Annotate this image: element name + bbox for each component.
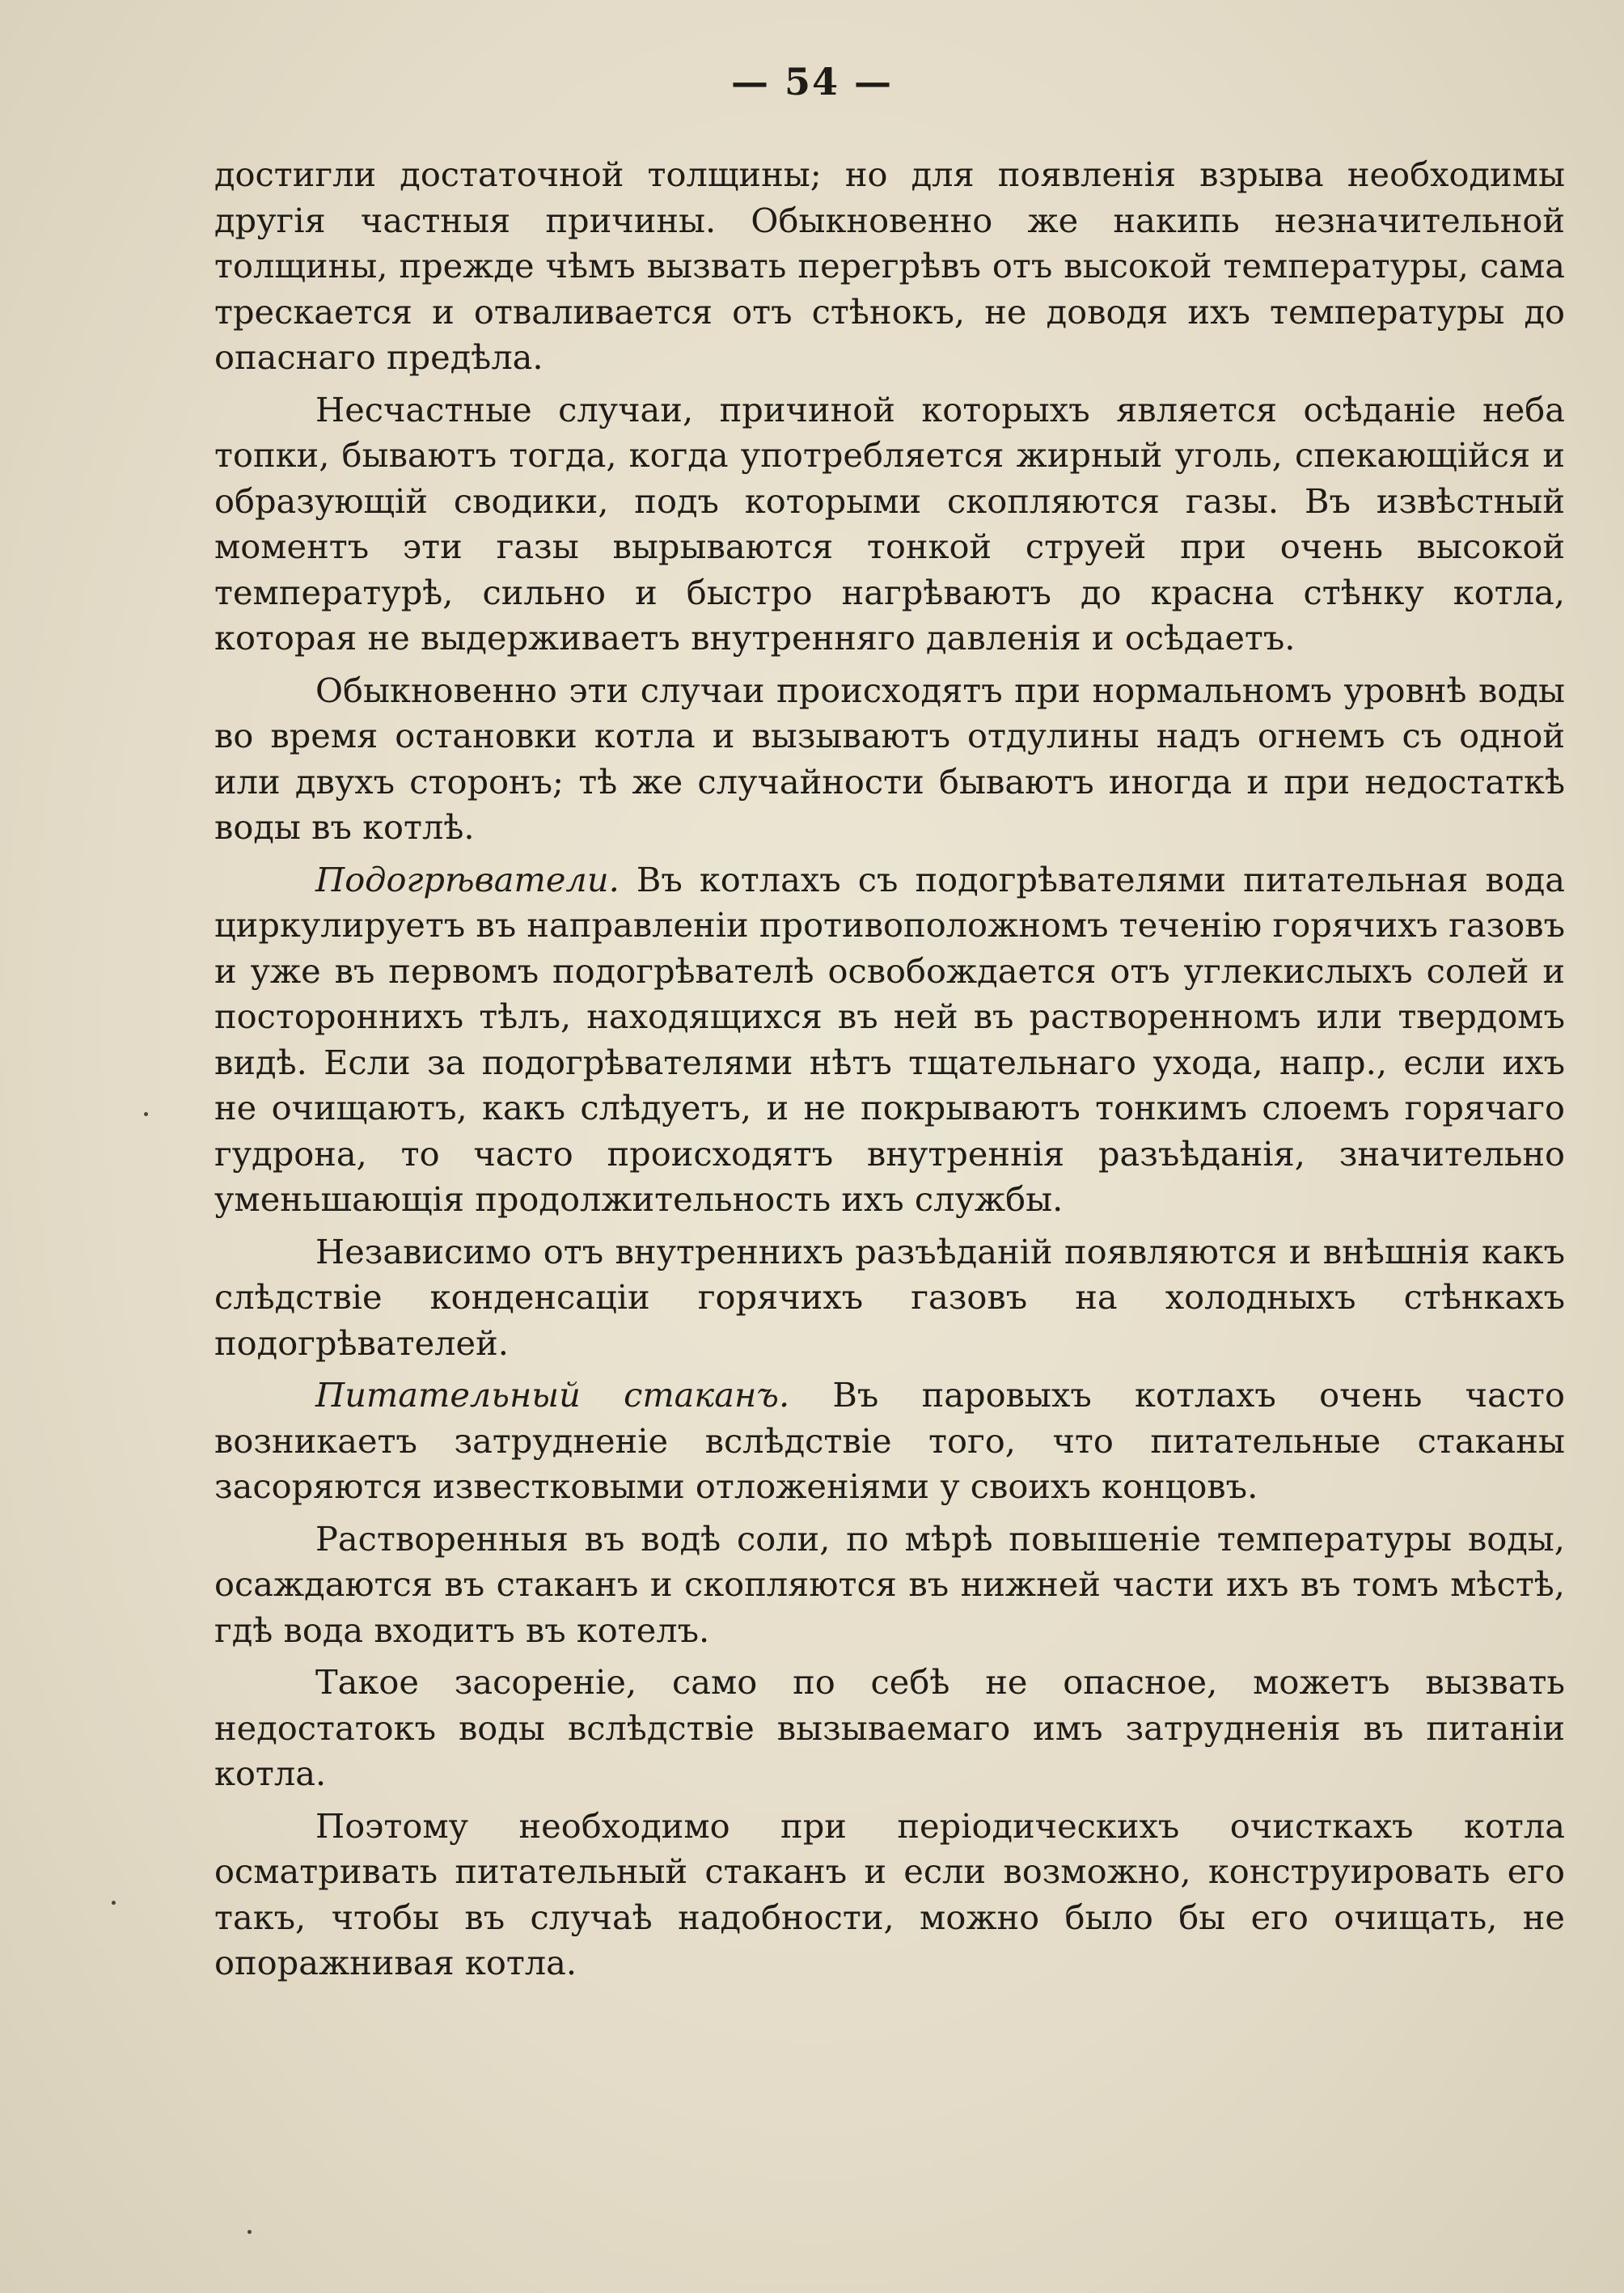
speck-mark — [144, 1112, 148, 1116]
paragraph-text: Въ паровыхъ котлахъ очень часто возникаетъ затрудненіе вслѣдствіе того, что питательные стаканы засоряются известковыми отложеніями у своихъ концовъ. — [214, 1375, 1565, 1506]
paragraph-text: Обыкновенно эти случаи происходятъ при нормальномъ уровнѣ воды во время остановки котла и вызываютъ отдулины надъ огнемъ съ одной или двухъ сторонъ; тѣ же случайности бываютъ иногда и при недостаткѣ воды въ котлѣ. — [214, 670, 1565, 847]
speck-mark — [247, 2230, 252, 2234]
paragraph-text: достигли достаточной толщины; но для появленія взрыва необходимы другія частныя причины. Обыкновенно же накипь незначительной толщины, прежде чѣмъ вызвать перегрѣвъ отъ высокой температуры, сама трескается и отваливается отъ стѣнокъ, не доводя ихъ температуры до опаснаго предѣла. — [214, 154, 1565, 377]
page-number: — 54 — — [730, 60, 894, 104]
paragraph-text: Независимо отъ внутреннихъ разъѣданій появляются и внѣшнія какъ слѣдствіе конденсаціи горячихъ газовъ на холодныхъ стѣнкахъ подогрѣвателей. — [214, 1231, 1565, 1363]
paragraph — [214, 668, 1565, 851]
section-heading: Питательный стаканъ. — [315, 1375, 790, 1415]
paragraph — [214, 1660, 1565, 1797]
speck-mark — [112, 1901, 116, 1905]
paragraph — [214, 1229, 1565, 1367]
paragraph — [214, 387, 1565, 662]
body-text — [214, 152, 1565, 1993]
paragraph-text: Поэтому необходимо при періодическихъ очисткахъ котла осматривать питательный стаканъ и если возможно, конструировать его такъ, чтобы въ случаѣ надобности, можно было бы его очищать, не опоражнивая котла. — [214, 1805, 1565, 1982]
paragraph-text: Несчастные случаи, причиной которыхъ является осѣданіе неба топки, бываютъ тогда, когда употребляется жирный уголь, спекающійся и образующій сводики, подъ которыми скопляются газы. Въ извѣстный моментъ эти газы вырываются тонкой струей при очень высокой температурѣ, сильно и быстро нагрѣваютъ до красна стѣнку котла, которая не выдерживаетъ внутренняго давленія и осѣдаетъ. — [214, 389, 1565, 658]
paragraph-text: Такое засореніе, само по себѣ не опасное, можетъ вызвать недостатокъ воды вслѣдствіе вызываемаго имъ затрудненія въ питаніи котла. — [214, 1662, 1565, 1793]
paragraph — [214, 1373, 1565, 1510]
paragraph — [214, 152, 1565, 381]
paragraph — [214, 1804, 1565, 1986]
paragraph — [214, 857, 1565, 1223]
section-heading: Подогрѣватели. — [315, 859, 620, 899]
paragraph — [214, 1517, 1565, 1654]
paragraph-text: Растворенныя въ водѣ соли, по мѣрѣ повышеніе температуры воды, осаждаются въ стаканъ и скопляются въ нижней части ихъ въ томъ мѣстѣ, гдѣ вода входитъ въ котелъ. — [214, 1518, 1565, 1650]
paragraph-text: Въ котлахъ съ подогрѣвателями питательная вода циркулируетъ въ направленіи противоположномъ теченію горячихъ газовъ и уже въ первомъ подогрѣвателѣ освобождается отъ углекислыхъ солей и постороннихъ тѣлъ, находящихся въ ней въ растворенномъ или твердомъ видѣ. Если за подогрѣвателями нѣтъ тщательнаго ухода, напр., если ихъ не очищаютъ, какъ слѣдуетъ, и не покрываютъ тонкимъ слоемъ горячаго гудрона, то часто происходятъ внутреннія разъѣданія, значительно уменьшающія продолжительность ихъ службы. — [214, 859, 1565, 1219]
